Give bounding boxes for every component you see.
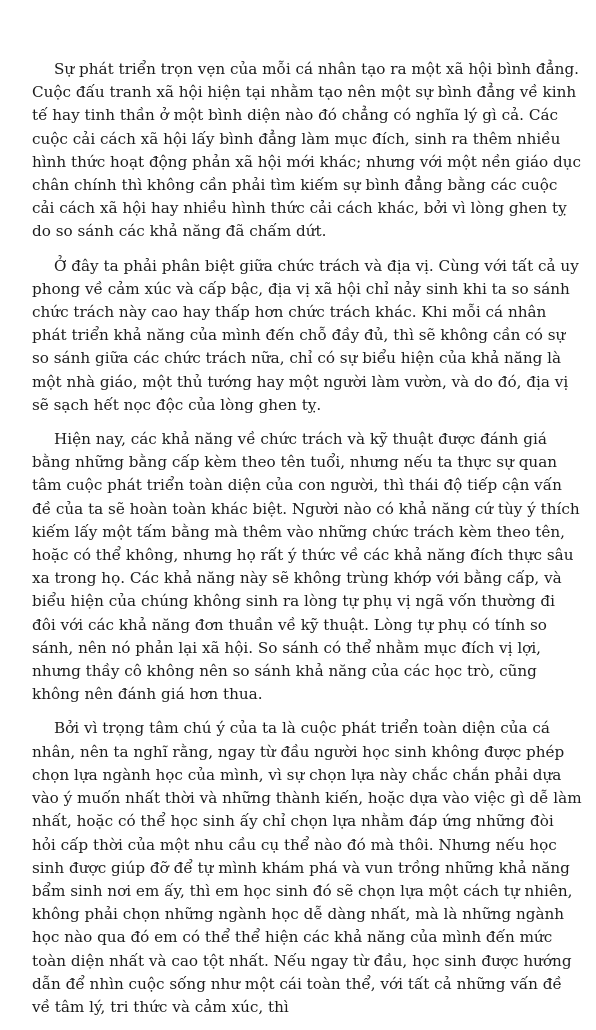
document-body	[32, 58, 582, 1030]
paragraph-1: Sự phát triển trọn vẹn của mỗi cá nhân tạo ra một xã hội bình đẳng. Cuộc đấu tranh xã hội hiện tại nhằm tạo nên một sự bình đẳng về kinh tế hay tinh thần ở một bình diện nào đó chẳng có nghĩa lý gì cả. Các cuộc cải cách xã hội lấy bình đẳng làm mục đích, sinh ra thêm nhiều hình thức hoạt động phản xã hội mới khác; nhưng với một nền giáo dục chân chính thì không cần phải tìm kiếm sự bình đẳng bằng các cuộc cải cách xã hội hay nhiều hình thức cải cách khác, bởi vì lòng ghen tỵ do so sánh các khả năng đã chấm dứt.	[32, 60, 581, 241]
paragraph-3: Hiện nay, các khả năng về chức trách và kỹ thuật được đánh giá bằng những bằng cấp kèm theo tên tuổi, nhưng nếu ta thực sự quan tâm cuộc phát triển toàn diện của con người, thì thái độ tiếp cận vấn đề của ta sẽ hoàn toàn khác biệt. Người nào có khả năng cứ tùy ý thích kiếm lấy một tấm bằng mà thêm vào những chức trách kèm theo tên, hoặc có thể không, nhưng họ rất ý thức về các khả năng đích thực sâu xa trong họ. Các khả năng này sẽ không trùng khớp với bằng cấp, và biểu hiện của chúng không sinh ra lòng tự phụ vị ngã vốn thường đi đôi với các khả năng đơn thuần về kỹ thuật. Lòng tự phụ có tính so sánh, nên nó phản lại xã hội. So sánh có thể nhằm mục đích vị lợi, nhưng thầy cô không nên so sánh khả năng của các học trò, cũng không nên đánh giá hơn thua.	[32, 430, 580, 704]
paragraph-4: Bởi vì trọng tâm chú ý của ta là cuộc phát triển toàn diện của cá nhân, nên ta nghĩ rằng, ngay từ đầu người học sinh không được phép chọn lựa ngành học của mình, vì sự chọn lựa này chắc chắn phải dựa vào ý muốn nhất thời và những thành kiến, hoặc dựa vào việc gì dễ làm nhất, hoặc có thể học sinh ấy chỉ chọn lựa nhằm đáp ứng những đòi hỏi cấp thời của một nhu cầu cụ thể nào đó mà thôi. Nhưng nếu học sinh được giúp đỡ để tự mình khám phá và vun trồng những khả năng bẩm sinh nơi em ấy, thì em học sinh đó sẽ chọn lựa một cách tự nhiên, không phải chọn những ngành học dễ dàng nhất, mà là những ngành học nào qua đó em có thể thể hiện các khả năng của mình đến mức toàn diện nhất và cao tột nhất. Nếu ngay từ đầu, học sinh được hướng dẫn để nhìn cuộc sống như một cái toàn thể, với tất cả những vấn đề về tâm lý, tri thức và cảm xúc, thì	[32, 719, 582, 1016]
paragraph-2: Ở đây ta phải phân biệt giữa chức trách và địa vị. Cùng với tất cả uy phong về cảm xúc và cấp bậc, địa vị xã hội chỉ nảy sinh khi ta so sánh chức trách này cao hay thấp hơn chức trách khác. Khi mỗi cá nhân phát triển khả năng của mình đến chỗ đầy đủ, thì sẽ không cần có sự so sánh giữa các chức trách nữa, chỉ có sự biểu hiện của khả năng là một nhà giáo, một thủ tướng hay một người làm vườn, và do đó, địa vị sẽ sạch hết nọc độc của lòng ghen tỵ.	[32, 256, 579, 414]
